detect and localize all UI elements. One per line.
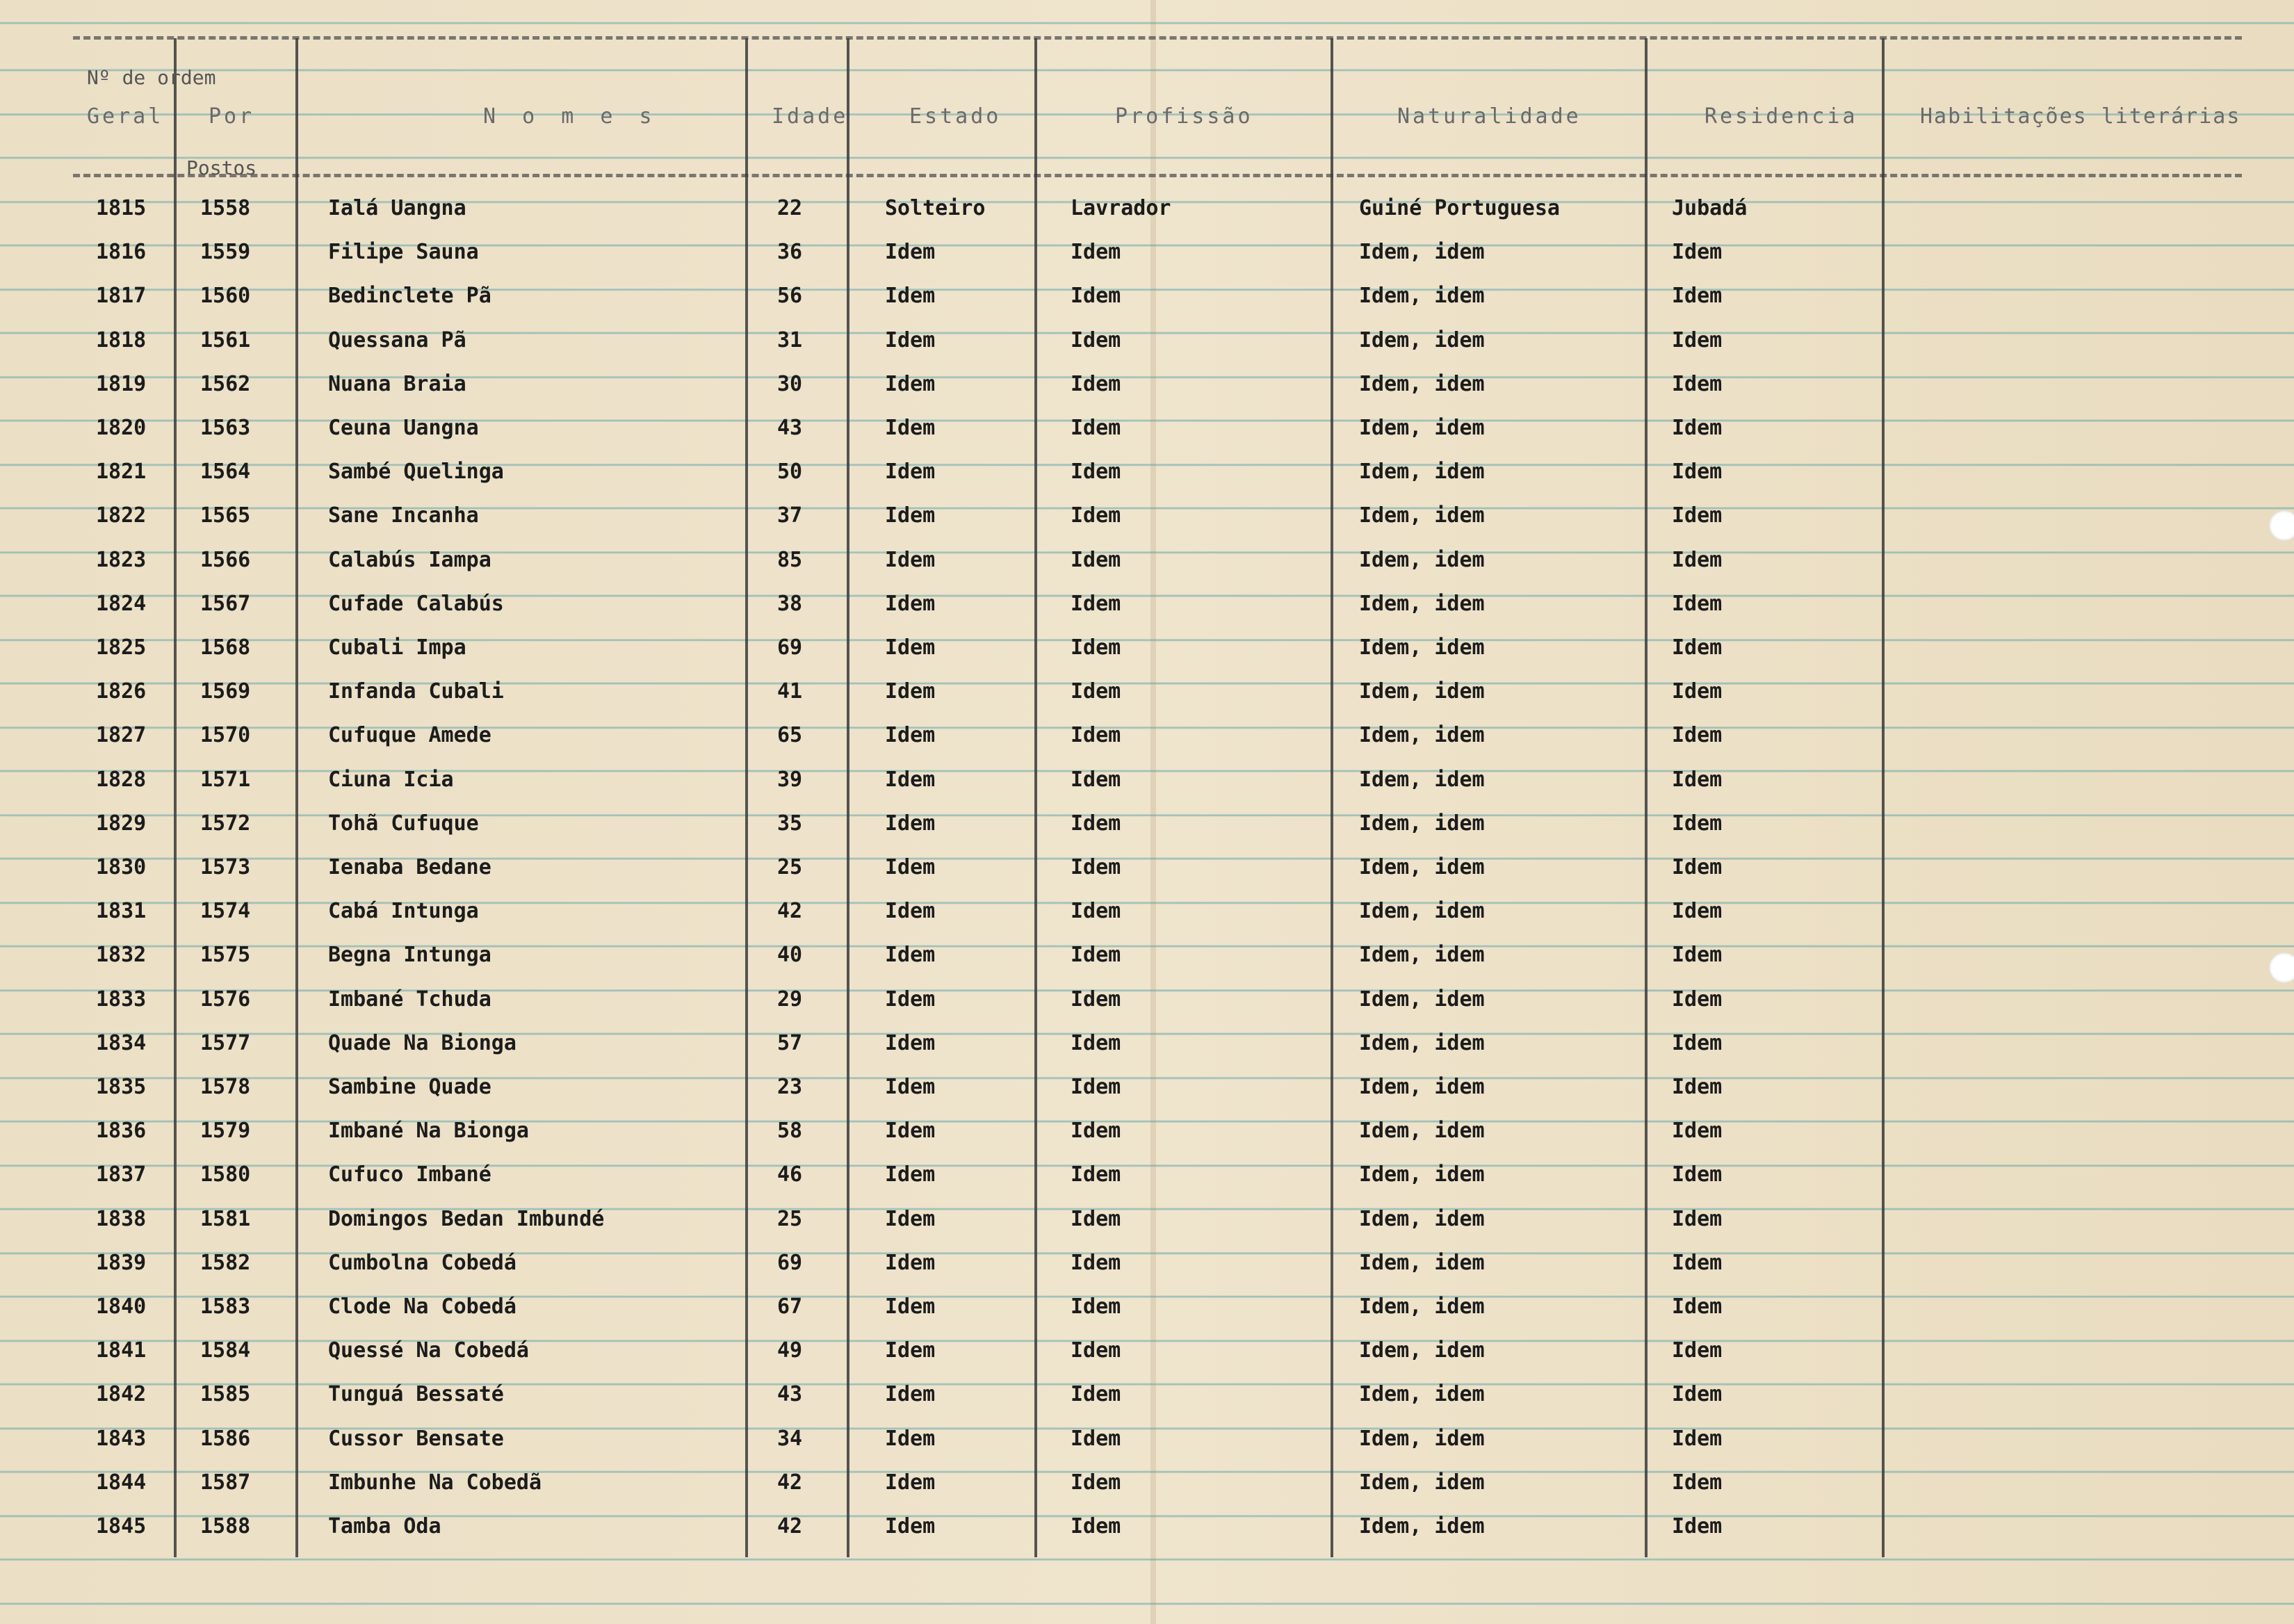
table-row: [0, 1242, 2294, 1284]
cell-profissao: Idem: [1071, 284, 1121, 309]
cell-nome: Nuana Braia: [328, 371, 466, 396]
header-ordem: Nº de ordem: [87, 66, 216, 89]
cell-residencia: Idem: [1672, 899, 1723, 924]
cell-estado: Idem: [885, 1294, 936, 1319]
cell-geral: 1834: [96, 1030, 147, 1055]
cell-profissao: Idem: [1071, 1030, 1121, 1055]
cell-residencia: Idem: [1672, 986, 1723, 1012]
cell-idade: 39: [777, 767, 803, 792]
cell-estado: Idem: [885, 1382, 936, 1407]
cell-residencia: Idem: [1672, 1206, 1723, 1231]
cell-por: 1586: [200, 1426, 251, 1451]
cell-por: 1583: [200, 1294, 251, 1319]
cell-estado: Idem: [885, 416, 936, 440]
cell-idade: 41: [777, 679, 803, 704]
cell-profissao: Idem: [1071, 767, 1121, 792]
cell-geral: 1824: [96, 591, 147, 616]
cell-por: 1570: [200, 723, 251, 748]
cell-residencia: Idem: [1672, 1294, 1723, 1319]
cell-residencia: Idem: [1672, 1119, 1723, 1144]
cell-nome: Sane Incanha: [328, 503, 479, 528]
cell-naturalidade: Idem, idem: [1359, 899, 1485, 924]
cell-profissao: Idem: [1071, 460, 1121, 485]
cell-profissao: Idem: [1071, 1382, 1121, 1407]
cell-idade: 42: [777, 1514, 803, 1538]
cell-por: 1576: [200, 986, 251, 1012]
cell-nome: Imbané Tchuda: [328, 986, 491, 1012]
cell-nome: Cabá Intunga: [328, 899, 479, 924]
cell-estado: Idem: [885, 811, 936, 836]
cell-naturalidade: Idem, idem: [1359, 811, 1485, 836]
header-por: Por: [209, 104, 255, 129]
cell-geral: 1826: [96, 679, 147, 704]
cell-geral: 1843: [96, 1426, 147, 1451]
cell-idade: 46: [777, 1162, 803, 1187]
table-row: [0, 891, 2294, 932]
cell-idade: 22: [777, 196, 803, 220]
cell-idade: 42: [777, 899, 803, 924]
cell-idade: 58: [777, 1119, 803, 1144]
cell-estado: Idem: [885, 679, 936, 704]
cell-idade: 85: [777, 547, 803, 572]
cell-profissao: Idem: [1071, 811, 1121, 836]
cell-geral: 1829: [96, 811, 147, 836]
cell-por: 1578: [200, 1075, 251, 1099]
table-row: [0, 1199, 2294, 1240]
cell-profissao: Idem: [1071, 1162, 1121, 1187]
cell-por: 1581: [200, 1206, 251, 1231]
cell-estado: Idem: [885, 503, 936, 528]
cell-nome: Cubali Impa: [328, 635, 466, 660]
cell-nome: Ienaba Bedane: [328, 855, 491, 879]
cell-nome: Cumbolna Cobedá: [328, 1250, 516, 1275]
table-row: [0, 583, 2294, 625]
cell-idade: 43: [777, 1382, 803, 1407]
cell-estado: Idem: [885, 327, 936, 352]
cell-geral: 1821: [96, 460, 147, 485]
cell-por: 1569: [200, 679, 251, 704]
cell-por: 1584: [200, 1338, 251, 1363]
cell-naturalidade: Idem, idem: [1359, 503, 1485, 528]
cell-residencia: Jubadá: [1672, 196, 1748, 220]
table-row: [0, 934, 2294, 976]
cell-por: 1572: [200, 811, 251, 836]
table-row: [0, 1374, 2294, 1415]
cell-geral: 1817: [96, 284, 147, 309]
cell-geral: 1818: [96, 327, 147, 352]
cell-geral: 1823: [96, 547, 147, 572]
top-rule: [73, 36, 2242, 40]
cell-por: 1582: [200, 1250, 251, 1275]
cell-nome: Tunguá Bessaté: [328, 1382, 504, 1407]
cell-naturalidade: Idem, idem: [1359, 1162, 1485, 1187]
cell-nome: Calabús Iampa: [328, 547, 491, 572]
cell-por: 1573: [200, 855, 251, 879]
cell-estado: Idem: [885, 1075, 936, 1099]
cell-naturalidade: Idem, idem: [1359, 1382, 1485, 1407]
cell-idade: 34: [777, 1426, 803, 1451]
cell-nome: Domingos Bedan Imbundé: [328, 1206, 605, 1231]
cell-geral: 1844: [96, 1470, 147, 1495]
cell-estado: Idem: [885, 943, 936, 968]
cell-por: 1580: [200, 1162, 251, 1187]
cell-profissao: Idem: [1071, 986, 1121, 1012]
cell-idade: 56: [777, 284, 803, 309]
cell-geral: 1841: [96, 1338, 147, 1363]
header-profissao: Profissão: [1115, 104, 1253, 129]
cell-por: 1563: [200, 416, 251, 440]
cell-geral: 1837: [96, 1162, 147, 1187]
cell-residencia: Idem: [1672, 767, 1723, 792]
cell-por: 1575: [200, 943, 251, 968]
cell-residencia: Idem: [1672, 327, 1723, 352]
table-row: [0, 407, 2294, 449]
cell-residencia: Idem: [1672, 284, 1723, 309]
cell-geral: 1836: [96, 1119, 147, 1144]
cell-geral: 1820: [96, 416, 147, 440]
table-row: [0, 979, 2294, 1021]
cell-geral: 1832: [96, 943, 147, 968]
cell-nome: Cufade Calabús: [328, 591, 504, 616]
cell-residencia: Idem: [1672, 679, 1723, 704]
table-row: [0, 188, 2294, 229]
cell-por: 1568: [200, 635, 251, 660]
cell-profissao: Idem: [1071, 1250, 1121, 1275]
cell-residencia: Idem: [1672, 943, 1723, 968]
cell-nome: Ialá Uangna: [328, 196, 466, 220]
cell-naturalidade: Idem, idem: [1359, 416, 1485, 440]
cell-estado: Idem: [885, 1338, 936, 1363]
table-row: [0, 627, 2294, 669]
table-row: [0, 1506, 2294, 1548]
cell-naturalidade: Idem, idem: [1359, 1338, 1485, 1363]
cell-profissao: Idem: [1071, 855, 1121, 879]
cell-naturalidade: Idem, idem: [1359, 1030, 1485, 1055]
cell-estado: Idem: [885, 240, 936, 265]
cell-profissao: Idem: [1071, 503, 1121, 528]
cell-idade: 69: [777, 635, 803, 660]
cell-naturalidade: Idem, idem: [1359, 986, 1485, 1012]
header-rule: [73, 174, 2242, 177]
cell-idade: 30: [777, 371, 803, 396]
cell-residencia: Idem: [1672, 416, 1723, 440]
table-row: [0, 1154, 2294, 1196]
table-row: [0, 1418, 2294, 1460]
cell-geral: 1828: [96, 767, 147, 792]
cell-profissao: Lavrador: [1071, 196, 1171, 220]
cell-idade: 57: [777, 1030, 803, 1055]
cell-naturalidade: Idem, idem: [1359, 460, 1485, 485]
table-row: [0, 1330, 2294, 1372]
header-postos: Postos: [186, 156, 257, 179]
cell-nome: Tohã Cufuque: [328, 811, 479, 836]
cell-geral: 1827: [96, 723, 147, 748]
cell-por: 1558: [200, 196, 251, 220]
cell-residencia: Idem: [1672, 1338, 1723, 1363]
cell-estado: Idem: [885, 767, 936, 792]
cell-profissao: Idem: [1071, 1119, 1121, 1144]
cell-naturalidade: Idem, idem: [1359, 1294, 1485, 1319]
cell-residencia: Idem: [1672, 1075, 1723, 1099]
cell-estado: Idem: [885, 1030, 936, 1055]
cell-nome: Quessé Na Cobedá: [328, 1338, 529, 1363]
cell-nome: Ceuna Uangna: [328, 416, 479, 440]
cell-por: 1561: [200, 327, 251, 352]
cell-idade: 43: [777, 416, 803, 440]
table-row: [0, 1023, 2294, 1064]
cell-residencia: Idem: [1672, 1426, 1723, 1451]
table-row: [0, 275, 2294, 317]
cell-por: 1577: [200, 1030, 251, 1055]
cell-idade: 25: [777, 1206, 803, 1231]
cell-por: 1574: [200, 899, 251, 924]
cell-idade: 37: [777, 503, 803, 528]
cell-por: 1567: [200, 591, 251, 616]
cell-por: 1585: [200, 1382, 251, 1407]
cell-nome: Begna Intunga: [328, 943, 491, 968]
cell-naturalidade: Idem, idem: [1359, 855, 1485, 879]
cell-naturalidade: Idem, idem: [1359, 1426, 1485, 1451]
cell-nome: Tamba Oda: [328, 1514, 441, 1538]
cell-naturalidade: Idem, idem: [1359, 327, 1485, 352]
cell-residencia: Idem: [1672, 503, 1723, 528]
cell-naturalidade: Idem, idem: [1359, 723, 1485, 748]
cell-naturalidade: Idem, idem: [1359, 1075, 1485, 1099]
header-naturalidade: Naturalidade: [1397, 104, 1581, 129]
cell-estado: Idem: [885, 1250, 936, 1275]
cell-estado: Idem: [885, 1514, 936, 1538]
cell-estado: Idem: [885, 1206, 936, 1231]
table-row: [0, 847, 2294, 888]
cell-naturalidade: Idem, idem: [1359, 943, 1485, 968]
table-row: [0, 671, 2294, 713]
table-row: [0, 232, 2294, 273]
cell-nome: Cussor Bensate: [328, 1426, 504, 1451]
cell-naturalidade: Idem, idem: [1359, 371, 1485, 396]
cell-nome: Infanda Cubali: [328, 679, 504, 704]
table-row: [0, 1110, 2294, 1152]
table-row: [0, 495, 2294, 537]
cell-geral: 1815: [96, 196, 147, 220]
cell-geral: 1835: [96, 1075, 147, 1099]
cell-geral: 1840: [96, 1294, 147, 1319]
cell-idade: 40: [777, 943, 803, 968]
cell-estado: Idem: [885, 986, 936, 1012]
cell-profissao: Idem: [1071, 943, 1121, 968]
cell-idade: 65: [777, 723, 803, 748]
cell-profissao: Idem: [1071, 371, 1121, 396]
cell-naturalidade: Idem, idem: [1359, 1250, 1485, 1275]
cell-residencia: Idem: [1672, 1162, 1723, 1187]
cell-profissao: Idem: [1071, 899, 1121, 924]
cell-naturalidade: Idem, idem: [1359, 1119, 1485, 1144]
cell-naturalidade: Idem, idem: [1359, 240, 1485, 265]
cell-profissao: Idem: [1071, 1294, 1121, 1319]
cell-por: 1566: [200, 547, 251, 572]
cell-geral: 1838: [96, 1206, 147, 1231]
cell-estado: Idem: [885, 1162, 936, 1187]
cell-profissao: Idem: [1071, 547, 1121, 572]
header-nomes: N o m e s: [483, 104, 659, 129]
cell-naturalidade: Idem, idem: [1359, 679, 1485, 704]
cell-idade: 49: [777, 1338, 803, 1363]
cell-por: 1588: [200, 1514, 251, 1538]
cell-geral: 1833: [96, 986, 147, 1012]
cell-profissao: Idem: [1071, 679, 1121, 704]
table-row: [0, 1066, 2294, 1108]
cell-naturalidade: Idem, idem: [1359, 1514, 1485, 1538]
cell-profissao: Idem: [1071, 240, 1121, 265]
cell-idade: 31: [777, 327, 803, 352]
table-row: [0, 715, 2294, 756]
cell-idade: 25: [777, 855, 803, 879]
cell-por: 1562: [200, 371, 251, 396]
cell-geral: 1822: [96, 503, 147, 528]
cell-geral: 1842: [96, 1382, 147, 1407]
cell-idade: 36: [777, 240, 803, 265]
cell-idade: 69: [777, 1250, 803, 1275]
cell-por: 1571: [200, 767, 251, 792]
cell-estado: Idem: [885, 1119, 936, 1144]
table-row: [0, 320, 2294, 362]
cell-geral: 1819: [96, 371, 147, 396]
cell-residencia: Idem: [1672, 240, 1723, 265]
header-geral: Geral: [87, 104, 164, 129]
cell-profissao: Idem: [1071, 1206, 1121, 1231]
cell-profissao: Idem: [1071, 1338, 1121, 1363]
cell-por: 1565: [200, 503, 251, 528]
cell-nome: Cufuque Amede: [328, 723, 491, 748]
cell-estado: Solteiro: [885, 196, 986, 220]
cell-residencia: Idem: [1672, 1250, 1723, 1275]
cell-profissao: Idem: [1071, 635, 1121, 660]
cell-nome: Bedinclete Pã: [328, 284, 491, 309]
cell-profissao: Idem: [1071, 591, 1121, 616]
cell-nome: Cufuco Imbané: [328, 1162, 491, 1187]
cell-profissao: Idem: [1071, 1470, 1121, 1495]
cell-residencia: Idem: [1672, 811, 1723, 836]
cell-por: 1579: [200, 1119, 251, 1144]
cell-estado: Idem: [885, 723, 936, 748]
cell-geral: 1816: [96, 240, 147, 265]
cell-estado: Idem: [885, 899, 936, 924]
cell-idade: 23: [777, 1075, 803, 1099]
cell-naturalidade: Idem, idem: [1359, 591, 1485, 616]
cell-residencia: Idem: [1672, 1030, 1723, 1055]
cell-naturalidade: Idem, idem: [1359, 547, 1485, 572]
cell-geral: 1845: [96, 1514, 147, 1538]
header-residencia: Residencia: [1705, 104, 1858, 129]
cell-naturalidade: Idem, idem: [1359, 284, 1485, 309]
cell-nome: Quessana Pã: [328, 327, 466, 352]
table-row: [0, 539, 2294, 581]
table-row: [0, 1286, 2294, 1328]
cell-profissao: Idem: [1071, 327, 1121, 352]
cell-naturalidade: Idem, idem: [1359, 1206, 1485, 1231]
cell-nome: Imbunhe Na Cobedã: [328, 1470, 542, 1495]
header-estado: Estado: [909, 104, 1002, 129]
cell-por: 1587: [200, 1470, 251, 1495]
cell-naturalidade: Idem, idem: [1359, 767, 1485, 792]
cell-estado: Idem: [885, 635, 936, 660]
cell-idade: 67: [777, 1294, 803, 1319]
cell-nome: Ciuna Icia: [328, 767, 454, 792]
cell-geral: 1839: [96, 1250, 147, 1275]
table-row: [0, 364, 2294, 405]
cell-naturalidade: Idem, idem: [1359, 635, 1485, 660]
cell-nome: Imbané Na Bionga: [328, 1119, 529, 1144]
cell-estado: Idem: [885, 1470, 936, 1495]
cell-naturalidade: Guiné Portuguesa: [1359, 196, 1560, 220]
cell-residencia: Idem: [1672, 635, 1723, 660]
cell-nome: Filipe Sauna: [328, 240, 479, 265]
cell-por: 1564: [200, 460, 251, 485]
cell-nome: Clode Na Cobedá: [328, 1294, 516, 1319]
cell-nome: Sambine Quade: [328, 1075, 491, 1099]
cell-residencia: Idem: [1672, 1470, 1723, 1495]
cell-geral: 1830: [96, 855, 147, 879]
cell-por: 1560: [200, 284, 251, 309]
cell-residencia: Idem: [1672, 1382, 1723, 1407]
cell-naturalidade: Idem, idem: [1359, 1470, 1485, 1495]
cell-profissao: Idem: [1071, 1075, 1121, 1099]
cell-geral: 1825: [96, 635, 147, 660]
cell-estado: Idem: [885, 591, 936, 616]
cell-idade: 42: [777, 1470, 803, 1495]
cell-profissao: Idem: [1071, 416, 1121, 440]
cell-residencia: Idem: [1672, 460, 1723, 485]
cell-estado: Idem: [885, 855, 936, 879]
cell-por: 1559: [200, 240, 251, 265]
cell-geral: 1831: [96, 899, 147, 924]
table-row: [0, 451, 2294, 493]
cell-idade: 29: [777, 986, 803, 1012]
cell-idade: 50: [777, 460, 803, 485]
cell-estado: Idem: [885, 371, 936, 396]
table-row: [0, 1462, 2294, 1504]
cell-nome: Quade Na Bionga: [328, 1030, 516, 1055]
cell-residencia: Idem: [1672, 371, 1723, 396]
cell-estado: Idem: [885, 284, 936, 309]
cell-profissao: Idem: [1071, 1514, 1121, 1538]
header-idade: Idade: [772, 104, 849, 129]
cell-idade: 38: [777, 591, 803, 616]
cell-profissao: Idem: [1071, 723, 1121, 748]
cell-nome: Sambé Quelinga: [328, 460, 504, 485]
cell-residencia: Idem: [1672, 547, 1723, 572]
cell-estado: Idem: [885, 547, 936, 572]
cell-estado: Idem: [885, 1426, 936, 1451]
cell-profissao: Idem: [1071, 1426, 1121, 1451]
cell-residencia: Idem: [1672, 591, 1723, 616]
cell-residencia: Idem: [1672, 1514, 1723, 1538]
table-row: [0, 759, 2294, 801]
cell-residencia: Idem: [1672, 723, 1723, 748]
cell-estado: Idem: [885, 460, 936, 485]
cell-residencia: Idem: [1672, 855, 1723, 879]
cell-idade: 35: [777, 811, 803, 836]
table-row: [0, 803, 2294, 845]
header-habilitacoes: Habilitações literárias: [1920, 104, 2241, 129]
